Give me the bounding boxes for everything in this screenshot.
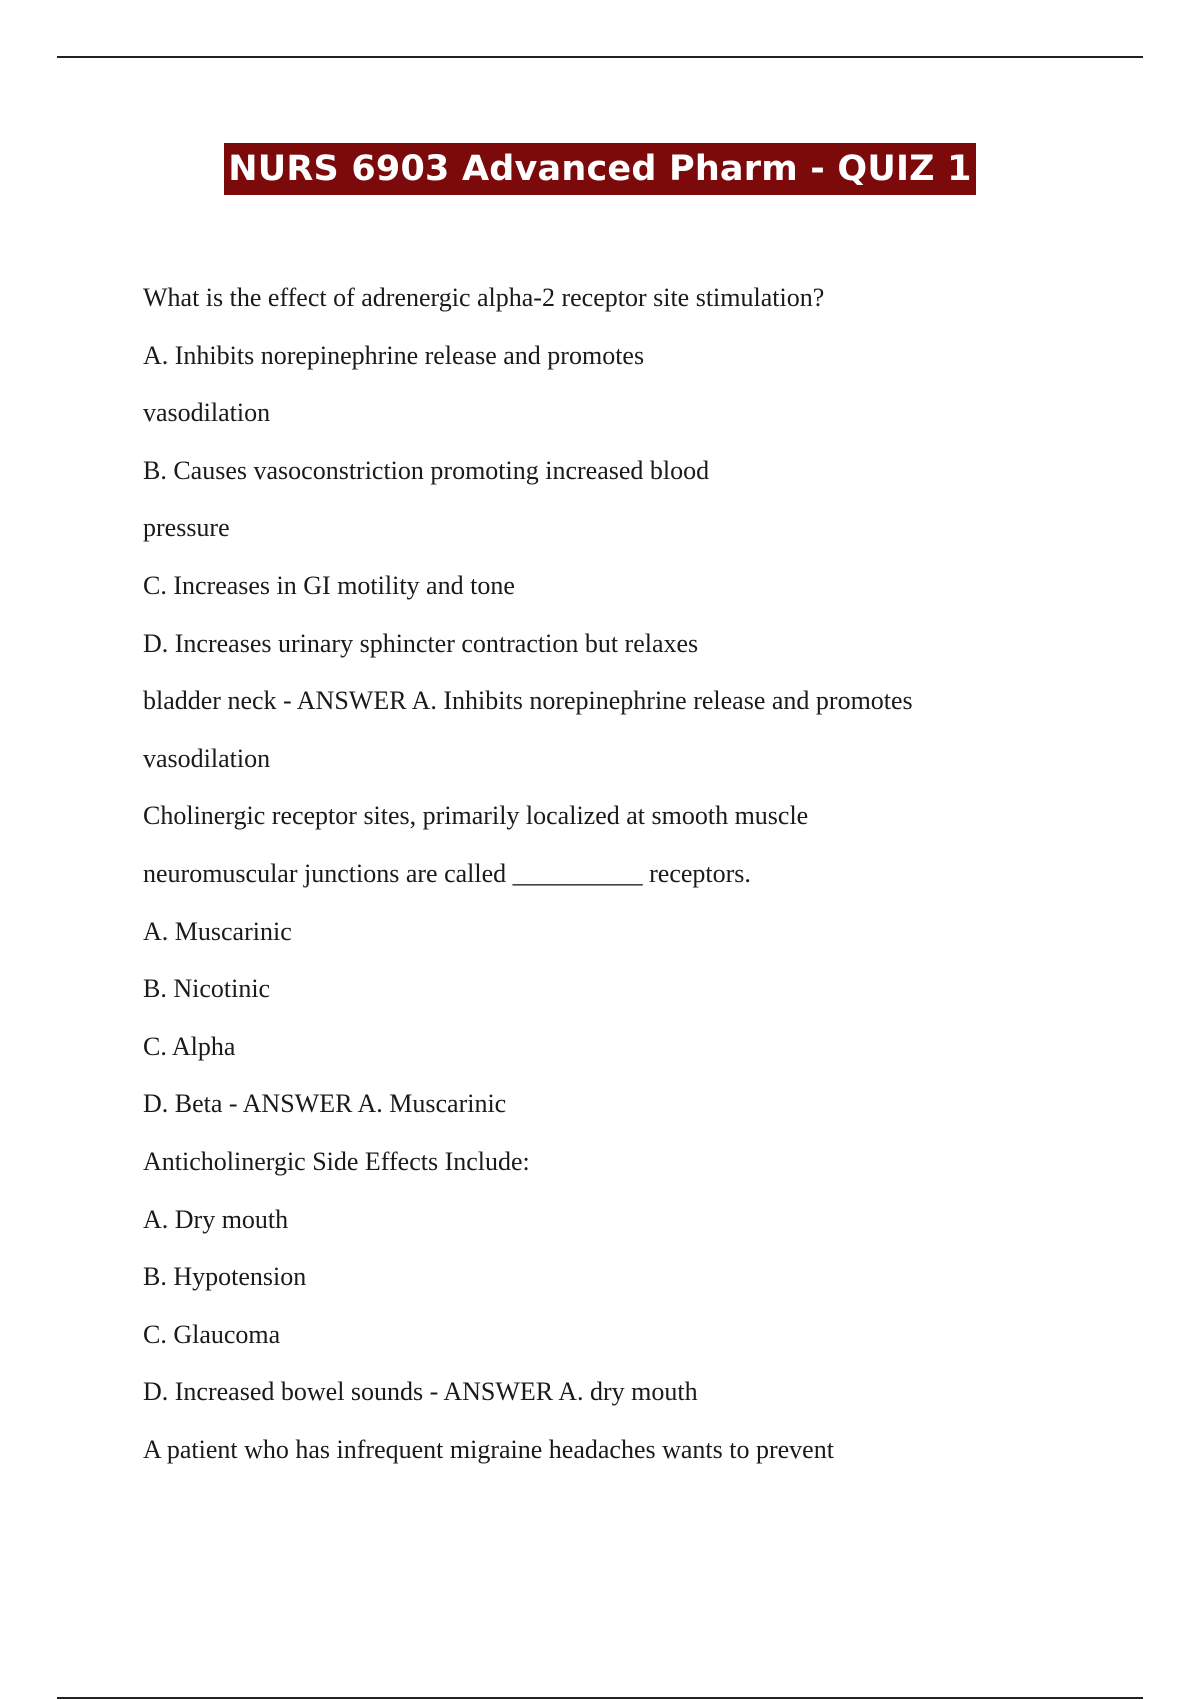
question-1-option-d: D. Increases urinary sphincter contraction but relaxes — [143, 628, 699, 658]
bottom-rule — [57, 1697, 1143, 1699]
question-3-option-b: B. Hypotension — [143, 1262, 307, 1292]
question-2-text-cont: neuromuscular junctions are called __________ receptors. — [143, 858, 751, 888]
question-1-option-a-cont: vasodilation — [143, 398, 271, 428]
question-3-option-a: A. Dry mouth — [143, 1204, 289, 1234]
question-2-text: Cholinergic receptor sites, primarily localized at smooth muscle — [143, 801, 809, 831]
question-2-option-b: B. Nicotinic — [143, 974, 271, 1004]
top-rule — [57, 56, 1143, 58]
question-1-option-b: B. Causes vasoconstriction promoting increased blood — [143, 455, 710, 485]
question-4-text: A patient who has infrequent migraine headaches wants to prevent — [143, 1434, 834, 1464]
document-title: NURS 6903 Advanced Pharm - QUIZ 1 — [224, 143, 975, 195]
question-2-option-a: A. Muscarinic — [143, 916, 292, 946]
question-1-text: What is the effect of adrenergic alpha-2 receptor site stimulation? — [143, 283, 825, 312]
question-1-option-a: A. Inhibits norepinephrine release and promotes — [143, 340, 645, 370]
question-3-option-d-answer: D. Increased bowel sounds - ANSWER A. dry mouth — [143, 1377, 698, 1407]
question-1-option-b-cont: pressure — [143, 513, 230, 543]
question-1-option-c: C. Increases in GI motility and tone — [143, 570, 515, 600]
question-1-answer-cont: vasodilation — [143, 743, 271, 773]
document-body — [143, 269, 1143, 1478]
title-container — [0, 143, 1200, 195]
question-3-text: Anticholinergic Side Effects Include: — [143, 1146, 530, 1176]
question-1-answer: bladder neck - ANSWER A. Inhibits norepinephrine release and promotes — [143, 686, 913, 716]
question-2-option-d-answer: D. Beta - ANSWER A. Muscarinic — [143, 1089, 507, 1119]
question-2-option-c: C. Alpha — [143, 1031, 236, 1061]
question-3-option-c: C. Glaucoma — [143, 1319, 281, 1349]
